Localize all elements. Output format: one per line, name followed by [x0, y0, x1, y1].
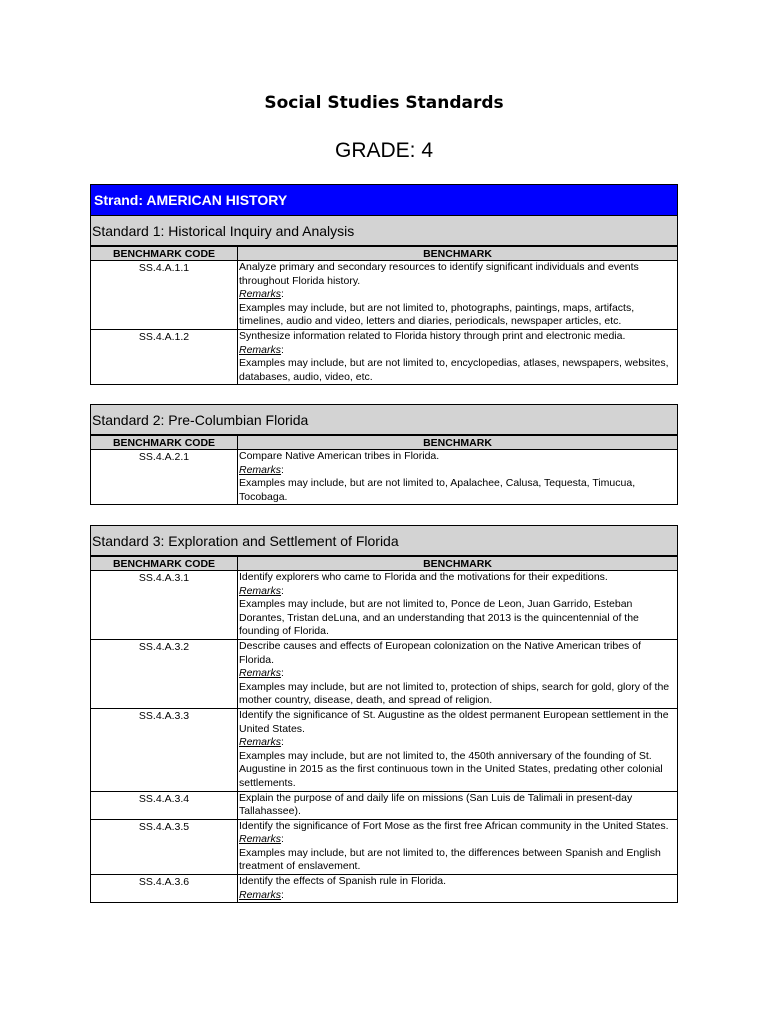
benchmark-text: Describe causes and effects of European colonization on the Native American tribes of Florida.: [239, 639, 641, 666]
column-header-benchmark: BENCHMARK: [238, 436, 678, 450]
benchmark-table: [90, 435, 678, 505]
benchmark-cell: [238, 708, 678, 791]
benchmark-table: [90, 246, 678, 385]
column-header-code: BENCHMARK CODE: [91, 247, 238, 261]
benchmark-code: SS.4.A.3.4: [91, 791, 238, 819]
table-row: [91, 571, 678, 640]
remarks-label: Remarks: [239, 888, 282, 901]
table-row: [91, 329, 678, 384]
benchmark-cell: [238, 261, 678, 330]
benchmark-code: SS.4.A.1.2: [91, 329, 238, 384]
benchmark-text: Compare Native American tribes in Florida.: [239, 450, 440, 462]
remarks-text: Examples may include, but are not limited to, Apalachee, Calusa, Tequesta, Timucua, Tocobaga.: [239, 477, 636, 503]
remarks-line: Remarks:: [239, 463, 284, 476]
remarks-text: Examples may include, but are not limited to, the 450th anniversary of the founding of St. Augustine in 2015 as the first continuous town in the United States, predating other colonial settlements.: [239, 749, 663, 789]
page-title: Social Studies Standards: [264, 93, 504, 113]
standard-1-block: [90, 184, 678, 385]
column-header-benchmark: BENCHMARK: [238, 247, 678, 261]
column-header-benchmark: BENCHMARK: [238, 557, 678, 571]
table-row: [91, 819, 678, 874]
benchmark-text: Identify the effects of Spanish rule in Florida.: [239, 875, 447, 888]
remarks-label: Remarks: [239, 833, 282, 846]
benchmark-text: Synthesize information related to Florida history through print and electronic media.: [239, 329, 626, 342]
benchmark-cell: [238, 329, 678, 384]
remarks-text: Examples may include, but are not limited to, encyclopedias, atlases, newspapers, websites, databases, audio, video, etc.: [239, 357, 669, 383]
table-row: [91, 875, 678, 903]
remarks-line: Remarks:: [239, 833, 284, 846]
remarks-text: Examples may include, but are not limited to, the differences between Spanish and English treatment of enslavement.: [239, 846, 661, 873]
benchmark-text: Analyze primary and secondary resources to identify significant individuals and events throughout Florida history.: [239, 261, 639, 287]
table-header-row: [91, 247, 678, 261]
benchmark-table: [90, 556, 678, 903]
remarks-line: Remarks:: [239, 584, 284, 597]
remarks-text: Examples may include, but are not limited to, Ponce de Leon, Juan Garrido, Esteban Dorantes, Tristan deLuna, and an understanding that 2013 is the quincentennial of the founding of Florida.: [239, 598, 639, 638]
benchmark-cell: [238, 639, 678, 708]
remarks-label: Remarks: [239, 288, 282, 301]
grade-heading: GRADE: 4: [334, 139, 434, 162]
benchmark-code: SS.4.A.3.6: [91, 875, 238, 903]
benchmark-text: Explain the purpose of and daily life on missions (San Luis de Talimali in present-day Tallahassee).: [239, 791, 633, 818]
standard-title: Standard 2: Pre-Columbian Florida: [90, 404, 678, 435]
table-header-row: [91, 557, 678, 571]
column-header-code: BENCHMARK CODE: [91, 436, 238, 450]
benchmark-text: Identify explorers who came to Florida and the motivations for their expeditions.: [239, 571, 608, 583]
remarks-text: Examples may include, but are not limited to, photographs, paintings, maps, artifacts, timelines, audio and video, letters and diaries, periodicals, newspaper articles, etc.: [239, 301, 635, 328]
remarks-line: Remarks:: [239, 736, 284, 749]
remarks-line: Remarks:: [239, 888, 284, 901]
remarks-line: Remarks:: [239, 667, 284, 680]
benchmark-cell: [238, 791, 678, 819]
table-row: [91, 450, 678, 505]
benchmark-code: SS.4.A.3.5: [91, 819, 238, 874]
benchmark-cell: [238, 819, 678, 874]
remarks-label: Remarks: [239, 736, 282, 749]
strand-header: Strand: AMERICAN HISTORY: [90, 184, 678, 215]
benchmark-code: SS.4.A.3.2: [91, 639, 238, 708]
table-row: [91, 708, 678, 791]
benchmark-code: SS.4.A.3.1: [91, 571, 238, 640]
standard-3-block: [90, 525, 678, 903]
remarks-text: Examples may include, but are not limited to, protection of ships, search for gold, glory of the mother country, disease, death, and spread of religion.: [239, 680, 670, 707]
remarks-label: Remarks: [239, 584, 282, 597]
benchmark-code: SS.4.A.1.1: [91, 261, 238, 330]
remarks-label: Remarks: [239, 667, 282, 680]
benchmark-text: Identify the significance of Fort Mose as the first free African community in the United States.: [239, 819, 669, 832]
remarks-line: Remarks:: [239, 288, 284, 301]
benchmark-code: SS.4.A.3.3: [91, 708, 238, 791]
standard-title: Standard 1: Historical Inquiry and Analysis: [90, 215, 678, 246]
table-row: [91, 261, 678, 330]
remarks-line: Remarks:: [239, 343, 284, 356]
benchmark-code: SS.4.A.2.1: [91, 450, 238, 505]
standard-2-block: [90, 404, 678, 505]
table-header-row: [91, 436, 678, 450]
remarks-label: Remarks: [239, 343, 282, 356]
benchmark-text: Identify the significance of St. Augustine as the oldest permanent European settlement in the United States.: [239, 708, 669, 735]
benchmark-cell: [238, 571, 678, 640]
standard-title: Standard 3: Exploration and Settlement of Florida: [90, 525, 678, 556]
table-row: [91, 639, 678, 708]
column-header-code: BENCHMARK CODE: [91, 557, 238, 571]
benchmark-cell: [238, 875, 678, 903]
benchmark-cell: [238, 450, 678, 505]
table-row: [91, 791, 678, 819]
remarks-label: Remarks: [239, 463, 282, 476]
